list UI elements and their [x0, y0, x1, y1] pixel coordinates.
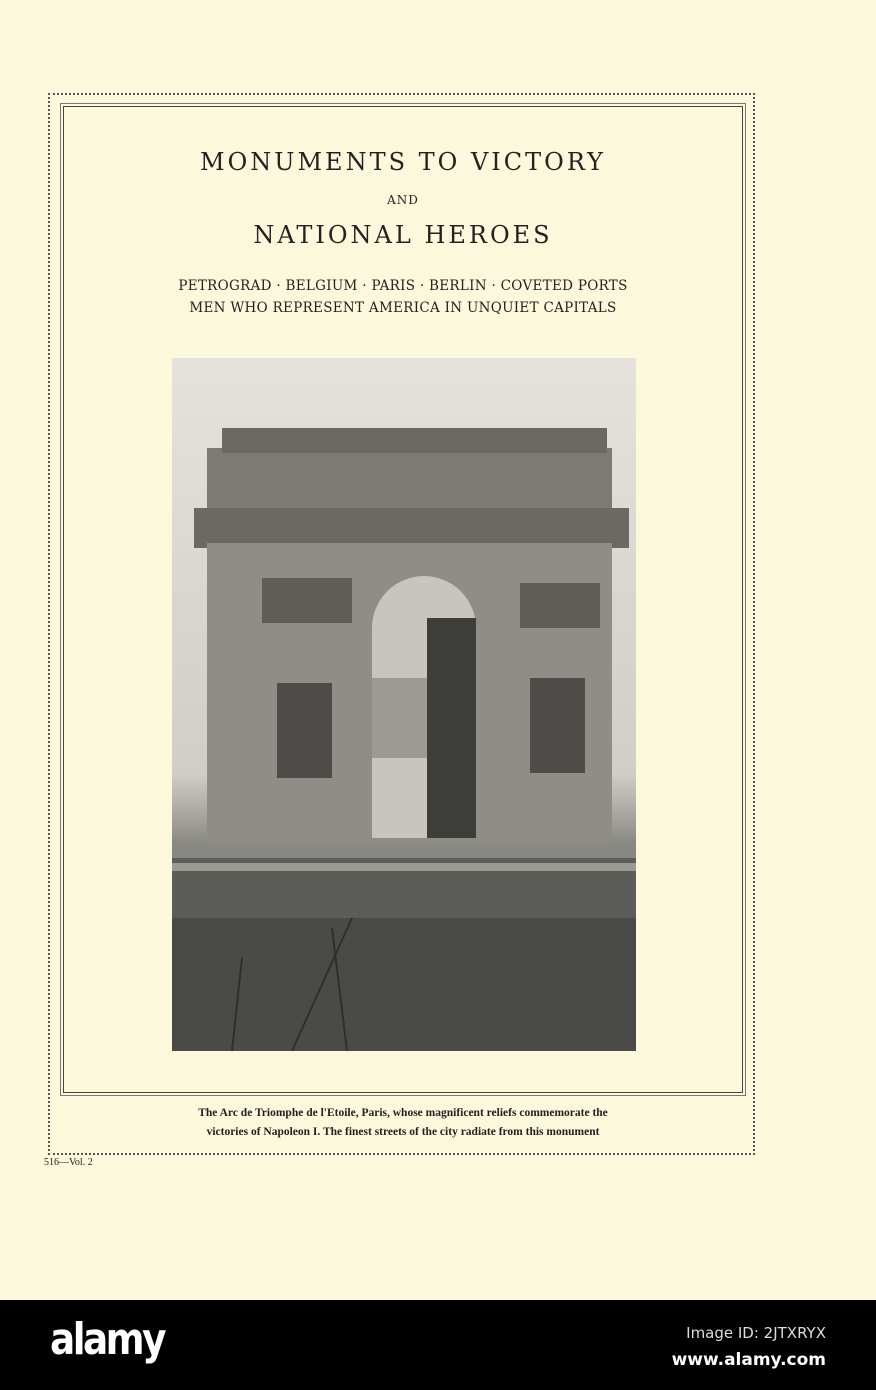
subtitle-line-2: MEN WHO REPRESENT AMERICA IN UNQUIET CAPITALS [189, 300, 617, 316]
arc-de-triomphe-photo [172, 358, 636, 1051]
title-line-1: MONUMENTS TO VICTORY [200, 148, 606, 176]
site-url: www.alamy.com [671, 1350, 826, 1370]
photo-caption [63, 1104, 743, 1142]
subtitle-line-1: PETROGRAD · BELGIUM · PARIS · BERLIN · COVETED PORTS [178, 278, 628, 294]
caption-line-2: victories of Napoleon I. The finest streets of the city radiate from this monument [206, 1126, 600, 1138]
folio: 516—Vol. 2 [44, 1157, 93, 1168]
alamy-logo: alamy [50, 1314, 164, 1365]
caption-line-1: The Arc de Triomphe de l'Etoile, Paris, whose magnificent reliefs commemorate the [198, 1107, 608, 1119]
title-and: AND [387, 193, 419, 207]
watermark-footer [0, 1300, 876, 1390]
image-id: Image ID: 2JTXRYX [686, 1324, 826, 1342]
title-line-2: NATIONAL HEROES [253, 221, 553, 249]
